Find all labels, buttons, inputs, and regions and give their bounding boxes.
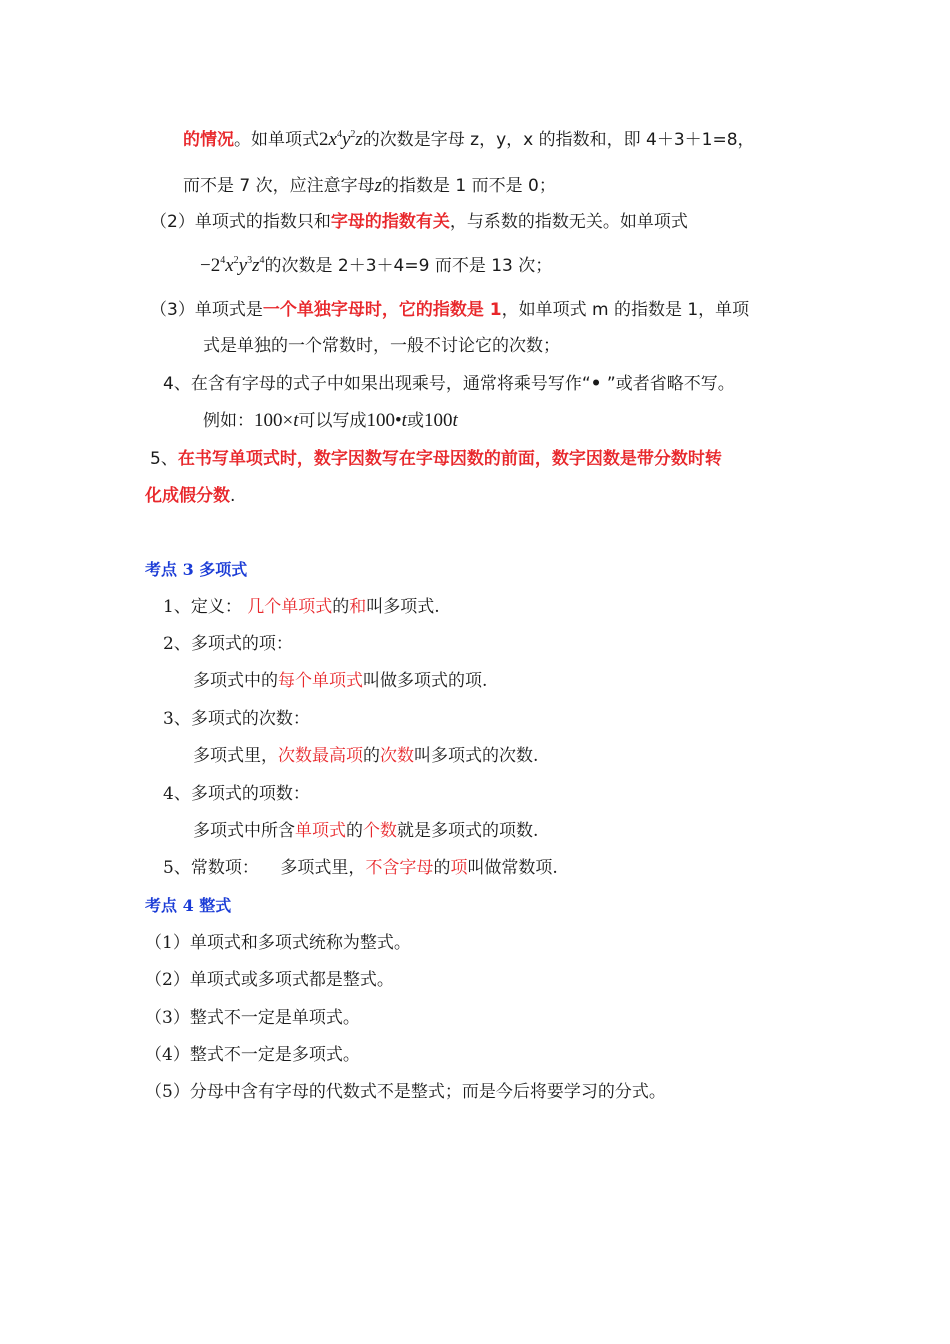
kaodian3-count-body: 多项式中所含单项式的个数就是多项式的项数. [193, 821, 539, 841]
degree-note-line-2: 而不是 7 次，应注意字母z的指数是 1 而不是 0； [183, 175, 556, 196]
kaodian3-degree-body: 多项式里，次数最高项的次数叫多项式的次数. [193, 746, 539, 766]
list-item: （1）单项式和多项式统称为整式。 [145, 933, 411, 953]
list-item: （5）分母中含有字母的代数式不是整式；而是今后将要学习的分式。 [145, 1082, 666, 1102]
point-4-example: 例如：100×t可以写成100•t或100t [203, 410, 458, 431]
list-item: （4）整式不一定是多项式。 [145, 1045, 360, 1065]
monomial-expression: $-2^4x^2y^3z^4$ [200, 255, 265, 276]
monomial-expression: $2x^4y^2z$ [319, 129, 363, 150]
point-2-line-2: $-2^4x^2y^3z^4$的次数是 2＋3＋4=9 而不是 13 次； [200, 255, 553, 276]
kaodian3-term-heading: 2、多项式的项： [163, 634, 293, 654]
kaodian3-term-body: 多项式中的每个单项式叫做多项式的项. [193, 671, 488, 691]
section-title-kaodian-3: 考点 3 多项式 [145, 560, 248, 579]
kaodian3-definition: 1、定义： 几个单项式的和叫多项式. [163, 597, 440, 617]
highlight-text: 的情况 [183, 130, 234, 150]
point-3-line-2: 式是单独的一个常数时，一般不讨论它的次数； [203, 336, 560, 356]
multiplication-dot-symbol: • [590, 374, 602, 394]
kaodian3-degree-heading: 3、多项式的次数： [163, 709, 310, 729]
point-5-line-2: 化成假分数. [145, 486, 236, 506]
point-2-line-1: （2）单项式的指数只和字母的指数有关，与系数的指数无关。如单项式 [150, 212, 688, 232]
section-title-kaodian-4: 考点 4 整式 [145, 896, 232, 915]
kaodian3-constant-term: 5、常数项： 多项式里，不含字母的项叫做常数项. [163, 858, 558, 878]
point-4-line-1: 4、在含有字母的式子中如果出现乘号，通常将乘号写作“• ”或者省略不写。 [163, 374, 735, 394]
degree-note-line-1: 的情况。如单项式$2x^4y^2z$的次数是字母 z，y，x 的指数和，即 4＋3＋1=8， [183, 129, 755, 150]
point-5-line-1: 5、在书写单项式时，数字因数写在字母因数的前面，数字因数是带分数时转 [150, 449, 722, 469]
point-3-line-1: （3）单项式是一个单独字母时，它的指数是 1，如单项式 m 的指数是 1，单项 [150, 300, 750, 320]
kaodian3-count-heading: 4、多项式的项数： [163, 784, 310, 804]
list-item: （2）单项式或多项式都是整式。 [145, 970, 394, 990]
list-item: （3）整式不一定是单项式。 [145, 1008, 360, 1028]
